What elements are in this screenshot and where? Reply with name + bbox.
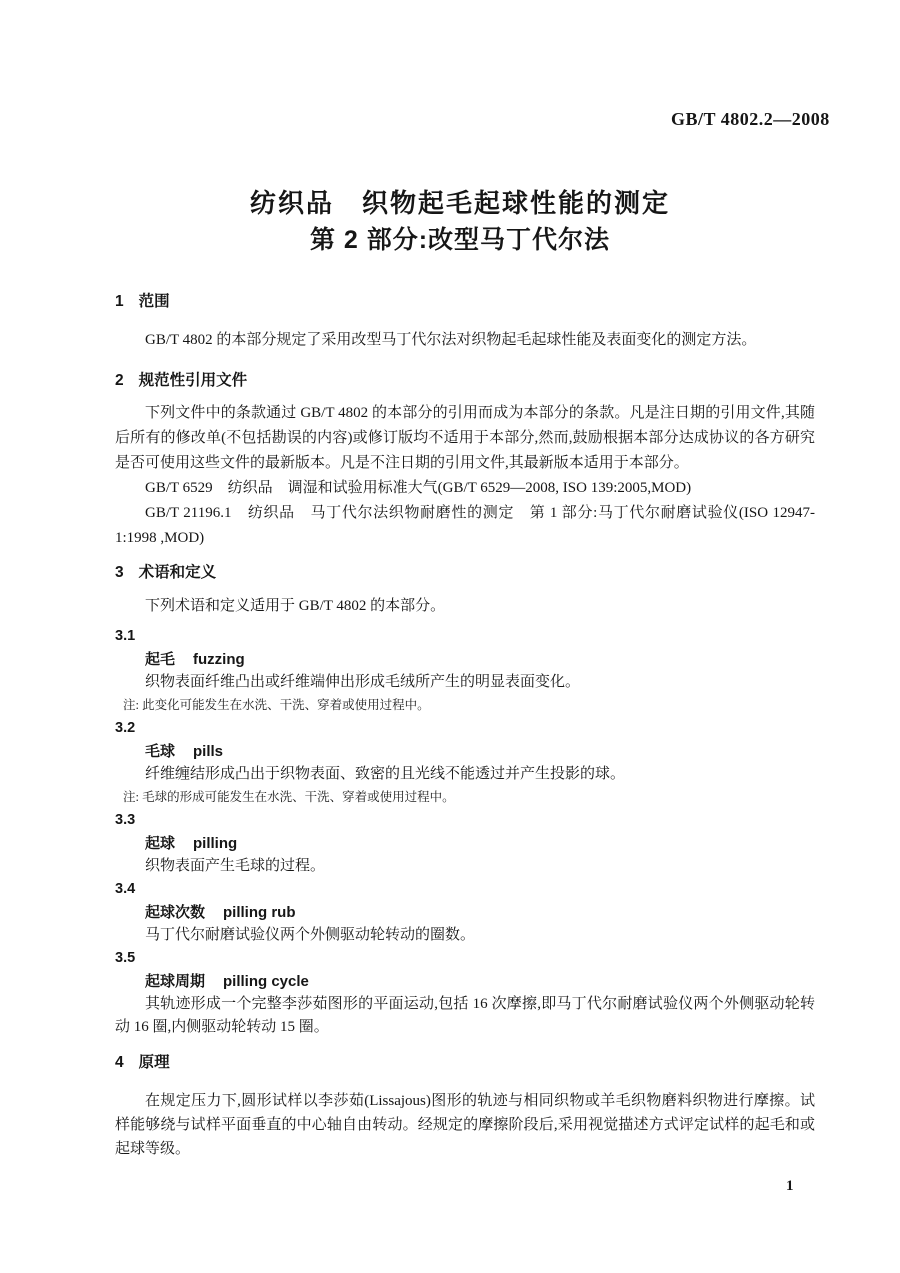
section-3-title: 术语和定义	[138, 564, 217, 581]
term-3-5	[115, 947, 815, 1039]
term-3-3	[115, 809, 815, 878]
term-3-5-number: 3.5	[115, 950, 136, 966]
section-3-number: 3	[115, 564, 124, 581]
section-2-paragraph: 下列文件中的条款通过 GB/T 4802 的本部分的引用而成为本部分的条款。凡是注日期的引用文件,其随后所有的修改单(不包括勘误的内容)或修订版均不适用于本部分,然而,鼓励根据本部分达成协议的各方研究是否可使用这些文件的最新版本。凡是不注日期的引用文件,其最新版本适用于本部分。	[115, 405, 815, 471]
term-3-5-definition: 其轨迹形成一个完整李莎茹图形的平面运动,包括 16 次摩擦,即马丁代尔耐磨试验仪两个外侧驱动轮转动 16 圈,内侧驱动轮转动 15 圈。	[115, 996, 815, 1035]
term-3-1-title	[115, 648, 815, 671]
term-3-1-number: 3.1	[115, 628, 136, 644]
term-3-2-en: pills	[193, 743, 224, 760]
term-3-2-definition: 纤维缠结形成凸出于织物表面、致密的且光线不能透过并产生投影的球。	[145, 766, 626, 782]
term-3-4	[115, 878, 815, 947]
term-3-4-zh: 起球次数	[145, 904, 206, 921]
section-2-title: 规范性引用文件	[138, 372, 248, 389]
section-3-paragraph: 下列术语和定义适用于 GB/T 4802 的本部分。	[145, 598, 446, 614]
term-3-5-title	[115, 970, 815, 993]
term-3-2-title	[115, 740, 815, 763]
section-2-number: 2	[115, 372, 124, 389]
section-1-heading	[115, 292, 815, 312]
term-3-3-title	[115, 832, 815, 855]
document-body	[115, 292, 815, 1161]
term-3-3-zh: 起球	[145, 835, 176, 852]
section-4-number: 4	[115, 1054, 124, 1071]
term-3-1-note: 注: 此变化可能发生在水洗、干洗、穿着或使用过程中。	[123, 698, 430, 712]
section-4-title: 原理	[138, 1054, 170, 1071]
term-3-4-definition: 马丁代尔耐磨试验仪两个外侧驱动轮转动的圈数。	[145, 927, 476, 943]
term-3-3-number: 3.3	[115, 812, 136, 828]
document-title-line2: 第 2 部分:改型马丁代尔法	[309, 226, 611, 254]
term-3-2-zh: 毛球	[145, 743, 176, 760]
section-4-heading	[115, 1053, 815, 1073]
term-3-1-en: fuzzing	[193, 651, 245, 668]
term-3-1	[115, 625, 815, 717]
term-3-1-definition: 织物表面纤维凸出或纤维端伸出形成毛绒所产生的明显表面变化。	[145, 674, 581, 690]
document-title	[100, 185, 820, 258]
term-3-2-note: 注: 毛球的形成可能发生在水洗、干洗、穿着或使用过程中。	[123, 790, 455, 804]
section-1-title: 范围	[138, 293, 170, 310]
section-1-paragraph: GB/T 4802 的本部分规定了采用改型马丁代尔法对织物起毛起球性能及表面变化的测定方法。	[145, 332, 757, 348]
term-3-2-number: 3.2	[115, 720, 136, 736]
page-number: 1	[786, 1178, 794, 1194]
standard-code: GB/T 4802.2—2008	[671, 109, 830, 129]
normative-reference-2: GB/T 21196.1 纺织品 马丁代尔法织物耐磨性的测定 第 1 部分:马丁代尔耐磨试验仪(ISO 12947-1:1998 ,MOD)	[115, 505, 815, 546]
term-3-3-en: pilling	[193, 835, 238, 852]
section-4-paragraph: 在规定压力下,圆形试样以李莎茹(Lissajous)图形的轨迹与相同织物或羊毛织物磨料织物进行摩擦。试样能够绕与试样平面垂直的中心轴自由转动。经规定的摩擦阶段后,采用视觉描述方式评定试样的起毛和或起球等级。	[115, 1093, 815, 1157]
term-3-4-en: pilling rub	[223, 904, 296, 921]
terms-list	[115, 625, 815, 1039]
normative-reference-1: GB/T 6529 纺织品 调湿和试验用标准大气(GB/T 6529—2008, ISO 139:2005,MOD)	[145, 480, 692, 496]
term-3-5-zh: 起球周期	[145, 973, 206, 990]
term-3-2	[115, 717, 815, 809]
term-3-3-definition: 织物表面产生毛球的过程。	[145, 858, 326, 874]
term-3-1-zh: 起毛	[145, 651, 176, 668]
section-1-number: 1	[115, 293, 124, 310]
term-3-4-number: 3.4	[115, 881, 136, 897]
document-title-line1: 纺织品 织物起毛起球性能的测定	[249, 188, 670, 218]
term-3-4-title	[115, 901, 815, 924]
section-2-heading	[115, 371, 815, 391]
term-3-5-en: pilling cycle	[223, 973, 309, 990]
section-3-heading	[115, 563, 815, 583]
